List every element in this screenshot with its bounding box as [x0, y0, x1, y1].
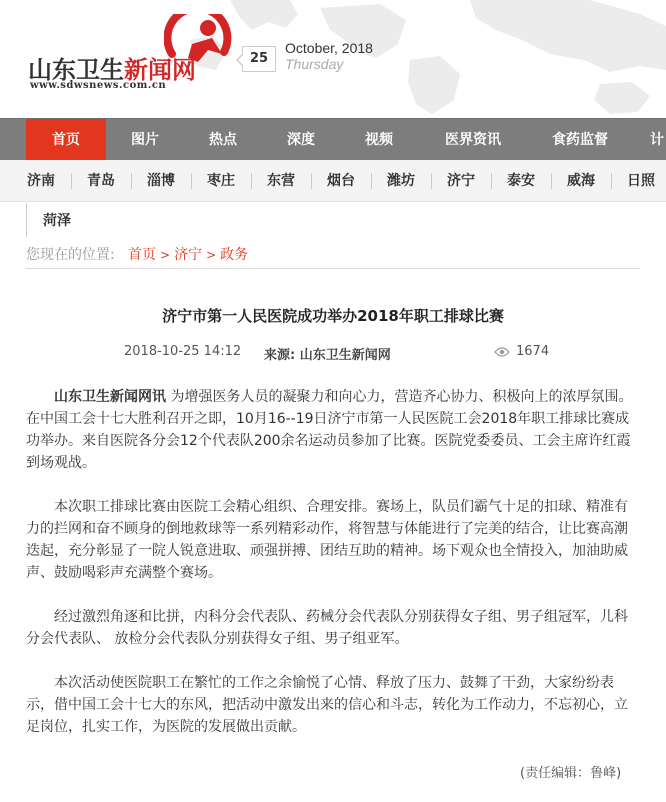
breadcrumb-jining-link[interactable]: 济宁	[174, 247, 203, 263]
city-separator	[251, 173, 252, 189]
article-view-count: 1674	[516, 344, 550, 359]
nav-item-medical-news[interactable]: 医界资讯	[445, 132, 501, 148]
city-separator	[611, 173, 612, 189]
site-header	[0, 0, 666, 118]
city-separator	[311, 173, 312, 189]
city-item-weihai[interactable]: 威海	[567, 173, 595, 189]
breadcrumb-label: 您现在的位置:	[26, 247, 115, 263]
city-item-qingdao[interactable]: 青岛	[87, 173, 115, 189]
logo-title: 山东卫生新闻网	[28, 55, 196, 84]
nav-item-depth[interactable]: 深度	[287, 132, 315, 148]
article-paragraph: 本次活动使医院职工在繁忙的工作之余愉悦了心情、释放了压力、鼓舞了干劲，大家纷纷表示，借中国工会十七大的东风，把活动中激发出来的信心和斗志，转化为工作动力，不忘初心，立足岗位，扎实工作，为医院的发展做出贡献。	[26, 675, 628, 735]
main-nav	[0, 118, 666, 160]
article-title: 济宁市第一人民医院成功举办2018年职工排球比赛	[162, 307, 504, 325]
city-item-dongying[interactable]: 东营	[267, 173, 295, 189]
nav-item-more[interactable]: 计	[650, 132, 664, 148]
breadcrumb-chevron-icon: >	[206, 248, 217, 262]
date-month-year: October, 2018	[285, 40, 373, 56]
article-paragraph: 本次职工排球比赛由医院工会精心组织、合理安排。赛场上，队员们霸气十足的扣球、精准有力的拦网和奋不顾身的倒地救球等一系列精彩动作，将智慧与体能进行了完美的结合，让比赛高潮迭起，充分彰显了一院人锐意进取、顽强拼搏、团结互助的精神。场下观众也全情投入，加油助威声、鼓励喝彩声充满整个赛场。	[26, 499, 628, 581]
site-logo[interactable]	[24, 14, 224, 94]
city-separator	[551, 173, 552, 189]
eye-icon	[494, 347, 510, 357]
breadcrumb-chevron-icon: >	[160, 248, 171, 262]
article-meta	[26, 334, 640, 370]
article-paragraph	[26, 386, 640, 474]
logo-url: www.sdwsnews.com.cn	[30, 80, 167, 91]
city-item-heze[interactable]: 菏泽	[43, 213, 71, 229]
city-item-taian[interactable]: 泰安	[507, 173, 535, 189]
city-separator	[371, 173, 372, 189]
city-separator	[431, 173, 432, 189]
city-item-weifang[interactable]: 潍坊	[387, 173, 415, 189]
city-separator	[191, 173, 192, 189]
city-separator	[491, 173, 492, 189]
article-paragraph: 经过激烈角逐和比拼，内科分会代表队、药械分会代表队分别获得女子组、男子组冠军，儿科分会代表队、 放检分会代表队分别获得女子组、男子组亚军。	[26, 609, 628, 647]
city-separator	[71, 173, 72, 189]
article-lead: 山东卫生新闻网讯	[54, 389, 166, 405]
breadcrumb-government-link[interactable]: 政务	[220, 247, 249, 263]
city-nav-extra	[26, 203, 640, 237]
date-weekday: Thursday	[285, 56, 344, 72]
city-separator	[131, 173, 132, 189]
nav-item-hot[interactable]: 热点	[209, 132, 237, 148]
city-item-rizhao[interactable]: 日照	[627, 173, 655, 189]
city-nav	[0, 160, 666, 202]
city-item-zaozhuang[interactable]: 枣庄	[207, 173, 235, 189]
city-item-zibo[interactable]: 淄博	[147, 173, 175, 189]
logo-title-highlight: 新闻网	[124, 55, 196, 84]
city-item-jinan[interactable]: 济南	[27, 173, 55, 189]
city-item-yantai[interactable]: 烟台	[327, 173, 355, 189]
nav-item-video[interactable]: 视频	[365, 132, 393, 148]
nav-item-pictures[interactable]: 图片	[131, 132, 159, 148]
breadcrumb-home-link[interactable]: 首页	[128, 247, 156, 263]
breadcrumb	[26, 237, 640, 269]
article-paragraph-1-text: 为增强医务人员的凝聚力和向心力，营造齐心协力、积极向上的浓厚氛围。在中国工会十七大胜利召开之即，10月16--19日济宁市第一人民医院工会2018年职工排球比赛成功举办。来自医院各分会12个代表队200余名运动员参加了比赛。医院党委委员、工会主席许红霞到场观战。	[26, 389, 633, 471]
article-editor: (责任编辑：鲁峰)	[520, 766, 622, 781]
article-datetime: 2018-10-25 14:12	[124, 344, 242, 359]
article-source: 来源: 山东卫生新闻网	[264, 348, 391, 363]
date-day-badge: 25	[242, 46, 276, 72]
city-item-jining[interactable]: 济宁	[447, 173, 475, 189]
nav-item-home[interactable]: 首页	[26, 119, 106, 160]
nav-item-food-drug[interactable]: 食药监督	[552, 132, 608, 148]
